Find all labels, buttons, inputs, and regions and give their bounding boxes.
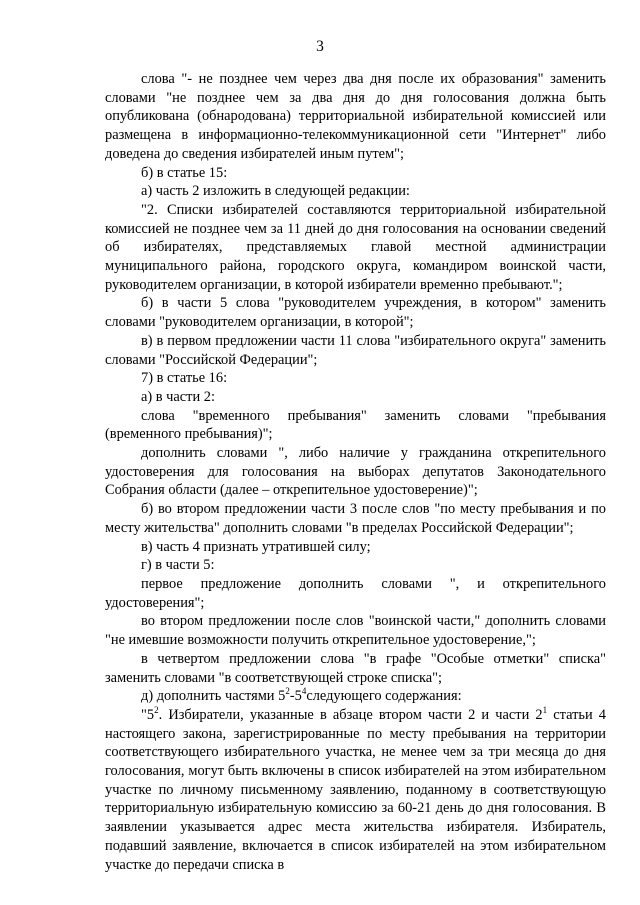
paragraph: первое предложение дополнить словами ", и открепительного удостоверения"; bbox=[105, 575, 606, 611]
superscript: 1 bbox=[542, 705, 548, 716]
paragraph: а) часть 2 изложить в следующей редакции: bbox=[141, 183, 410, 200]
paragraph: в) в первом предложении части 11 слова "избирательного округа" заменить словами "Российской Федерации"; bbox=[105, 332, 606, 368]
text-segment: статьи 4 настоящего закона, зарегистрированные по месту пребывания на территории соответствующего избирательного участка, не менее чем за три месяца до дня голосования, могут быть включены в список избирателей на этом избирательном участке по личному письменному заявлению, поданному в соответствующую территориальную избирательную комиссию за 60-21 день до дня голосования. В заявлении указывается адрес места жительства избирателя. Избиратель, подавший заявление, включается в список избирателей на этом избирательном участке до передачи списка в bbox=[105, 706, 606, 873]
text-segment: д) дополнить частями 5 bbox=[141, 688, 286, 705]
paragraph: в четвертом предложении слова "в графе "Особые отметки" списка" заменить словами "в соответствующей строке списка"; bbox=[105, 650, 606, 686]
paragraph: б) во втором предложении части 3 после слов "по месту пребывания и по месту жительства" дополнить словами "в пределах Российской Федерации"; bbox=[105, 501, 606, 536]
paragraph: во втором предложении после слов "воинской части," дополнить словами "не имевшие возможности получить открепительное удостоверение,"; bbox=[105, 613, 606, 649]
paragraph: 7) в статье 16: bbox=[141, 370, 228, 387]
superscript: 4 bbox=[301, 686, 307, 697]
paragraph-d bbox=[105, 687, 606, 706]
paragraph-5-2 bbox=[105, 706, 606, 874]
paragraph: слова "- не позднее чем через два дня после их образования" заменить словами "не позднее чем за два дня до дня голосования должна быть опубликована (обнародована) территориальной избирательной комиссией или размещена в информационно-телекоммуникационной сети "Интернет" либо доведена до сведения избирателей иным путем"; bbox=[105, 71, 606, 162]
paragraph: б) в статье 15: bbox=[141, 164, 228, 181]
paragraph: дополнить словами ", либо наличие у гражданина открепительного удостоверения для голосования на выборах депутатов Законодательного Собрания области (далее – открепительное удостоверение)"; bbox=[105, 445, 606, 499]
paragraph: в) часть 4 признать утратившей силу; bbox=[141, 538, 371, 555]
paragraph: слова "временного пребывания" заменить словами "пребывания (временного пребывания)"; bbox=[105, 407, 606, 443]
text-segment: "5 bbox=[141, 706, 155, 723]
superscript: 2 bbox=[154, 705, 159, 716]
text-segment: следующего содержания: bbox=[306, 688, 462, 705]
superscript: 2 bbox=[285, 686, 290, 697]
document-body bbox=[105, 70, 606, 874]
text-segment: -5 bbox=[289, 688, 302, 705]
paragraph: а) в части 2: bbox=[141, 388, 215, 405]
paragraph: г) в части 5: bbox=[141, 557, 215, 574]
page-number: 3 bbox=[316, 38, 324, 55]
text-segment: . Избиратели, указанные в абзаце втором части 2 и части 2 bbox=[158, 706, 543, 723]
paragraph: б) в части 5 слова "руководителем учреждения, в котором" заменить словами "руководителем организации, в которой"; bbox=[105, 295, 606, 331]
paragraph: "2. Списки избирателей составляются территориальной избирательной комиссией не позднее чем за 11 дней до дня голосования на основании сведений об избирателях, представляемых главой местной администрации муниципального района, городского округа, командиром воинской части, руководителем организации, в которой избиратели временно пребывают."; bbox=[105, 201, 606, 293]
